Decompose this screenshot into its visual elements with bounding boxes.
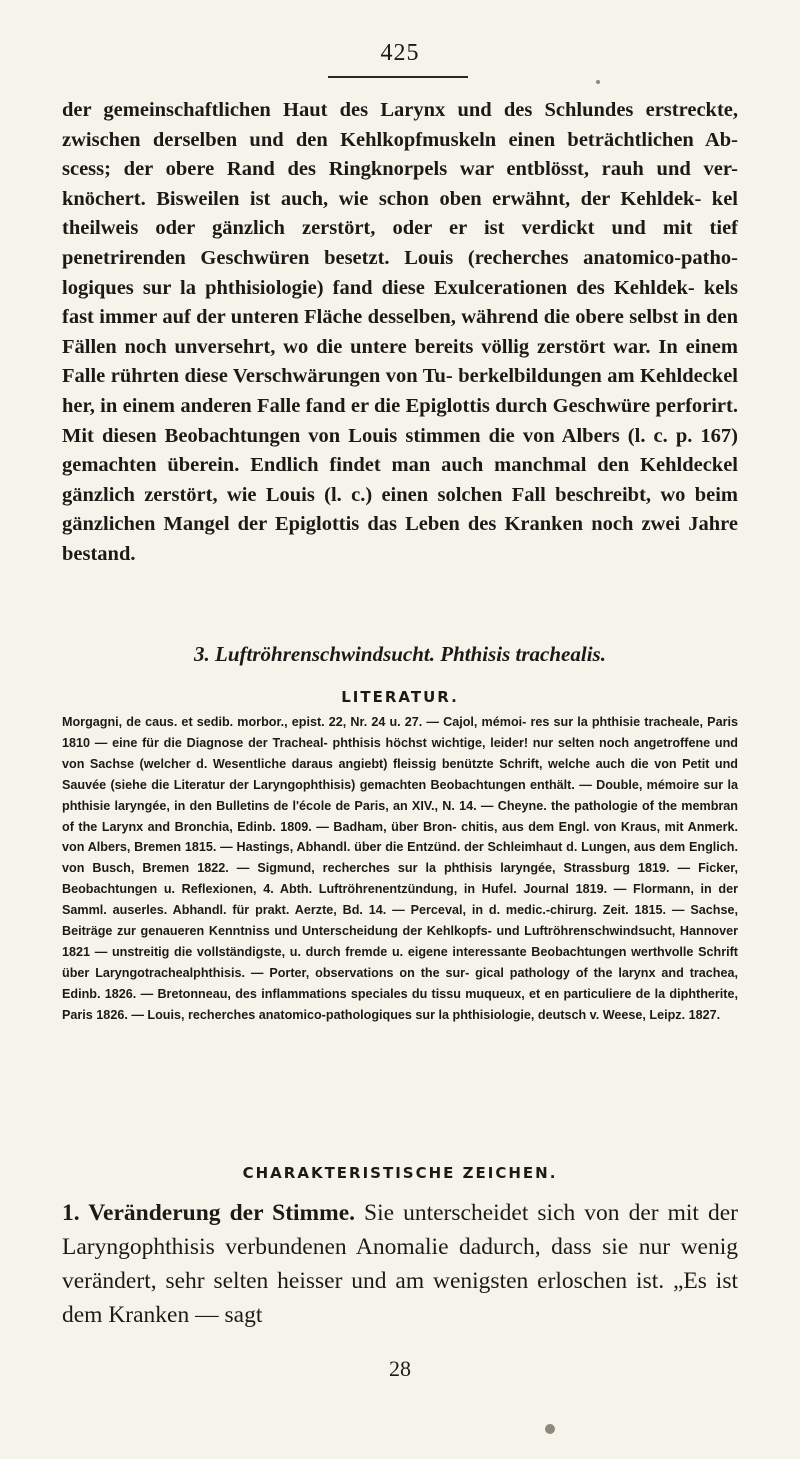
characteristics-lead: 1. Veränderung der Stimme.	[62, 1200, 355, 1226]
characteristics-body: Sie unterscheidet sich von der mit der Laryngophthisis verbundenen Anomalie dadurch, dass sie nur wenig verändert, sehr selten heisser und am wenigsten erloschen ist. „Es ist dem Kranken — sagt	[62, 1200, 738, 1328]
page-number: 425	[380, 40, 420, 66]
characteristics-paragraph	[62, 1196, 738, 1332]
ink-speck	[545, 1424, 555, 1434]
literature-heading: LITERATUR.	[341, 688, 459, 706]
ink-speck	[596, 80, 600, 84]
literature-list: Morgagni, de caus. et sedib. morbor., epist. 22, Nr. 24 u. 27. — Cajol, mémoi- res sur la phthisie tracheale, Paris 1810 — eine für die Diagnose der Tracheal- phthisis höchst wichtige, leider! nur selten noch angetroffene und von Sachse (welcher d. Wesentliche daraus angiebt) fleissig benützte Schrift, welche auch die von Petit und Sauvée (siehe die Literatur der Laryngophthisis) gemachten Beobachtungen enthält. — Double, mémoire sur la phthisie laryngée, in den Bulletins de l'école de Paris, an XIV., N. 14. — Cheyne. the pathologie of the membran of the Larynx and Bronchia, Edinb. 1809. — Badham, über Bron- chitis, aus dem Engl. von Kraus, mit Anmerk. von Albers, Bremen 1815. — Hastings, Abhandl. über die Entzünd. der Schleimhaut d. Lungen, aus dem Englich. von Busch, Bremen 1822. — Sigmund, recherches sur la phthisis laryngée, Strassburg 1819. — Ficker, Beobachtungen u. Reflexionen, 4. Abth. Luftröhrenentzündung, in Hufel. Journal 1819. — Flormann, in der Samml. auserles. Abhandl. für prakt. Aerzte, Bd. 14. — Perceval, in d. medic.-chirurg. Zeit. 1815. — Sachse, Beiträge zur genaueren Kenntniss und Unterscheidung der Kehlkopfs- und Luftröhrenschwindsucht, Hannover 1821 — unstreitig die vollständigste, u. durch fremde u. eigene interessante Beobachtungen werthvolle Schrift über Laryngotrachealphthisis. — Porter, observations on the sur- gical pathology of the larynx and trachea, Edinb. 1826. — Bretonneau, des inflammations speciales du tissu muqueux, et en particuliere de la diphtherite, Paris 1826. — Louis, recherches anatomico-pathologiques sur la phthisiologie, deutsch v. Weese, Leipz. 1827.	[62, 715, 738, 1022]
header-rule	[328, 76, 468, 78]
signature-mark: 28	[389, 1356, 411, 1381]
section-heading: 3. Luftröhrenschwindsucht. Phthisis trachealis.	[194, 642, 606, 666]
body-paragraph: der gemeinschaftlichen Haut des Larynx und des Schlundes erstreckte, zwischen derselben und den Kehlkopfmuskeln einen beträchtlichen Ab- scess; der obere Rand des Ringknorpels war entblösst, rauh und ver- knöchert. Bisweilen ist auch, wie schon oben erwähnt, der Kehldek- kel theilweis oder gänzlich zerstört, oder er ist verdickt und mit tief penetrirenden Geschwüren besetzt. Louis (recherches anatomico-patho- logiques sur la phthisiologie) fand diese Exulcerationen des Kehldek- kels fast immer auf der unteren Fläche desselben, während die obere selbst in den Fällen noch unversehrt, wo die untere bereits völlig zerstört war. In einem Falle rührten diese Verschwärungen von Tu- berkelbildungen am Kehldeckel her, in einem anderen Falle fand er die Epiglottis durch Geschwüre perforirt. Mit diesen Beobachtungen von Louis stimmen die von Albers (l. c. p. 167) gemachten überein. Endlich findet man auch manchmal den Kehldeckel gänzlich zerstört, wie Louis (l. c.) einen solchen Fall beschreibt, wo beim gänzlichen Mangel der Epiglottis das Leben des Kranken noch zwei Jahre bestand.	[62, 99, 738, 565]
characteristics-heading: CHARAKTERISTISCHE ZEICHEN.	[242, 1164, 558, 1182]
